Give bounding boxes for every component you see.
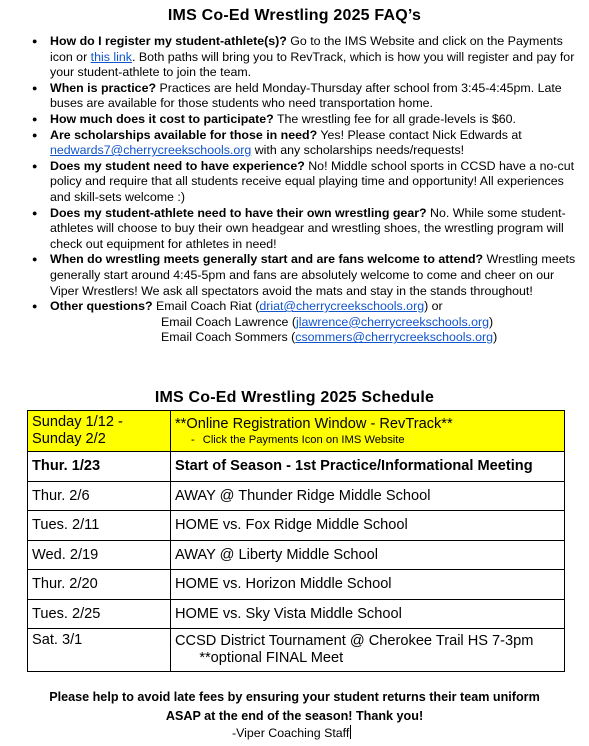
signature-text: -Viper Coaching Staff (232, 726, 350, 740)
faq-question: How do I register my student-athlete(s)? (50, 34, 287, 48)
faq-answer: Yes! Please contact Nick Edwards at (317, 127, 522, 142)
email-link-lawrence[interactable]: jlawrence@cherrycreekschools.org (295, 314, 489, 329)
schedule-title: IMS Co-Ed Wrestling 2025 Schedule (154, 389, 435, 406)
dash-bullet: - (191, 433, 195, 446)
contact-line-sommers (50, 330, 581, 346)
email-link-sommers[interactable]: csommers@cherrycreekschools.org (295, 330, 494, 345)
table-row (28, 540, 565, 570)
faq-answer: No! Middle school sports in CCSD have a no-cut policy and require that all students receive equal playing time and opportunity! All experiences and skill-sets welcome :) (50, 158, 575, 204)
contact-suffix: ) or (424, 299, 443, 314)
faq-answer: The wrestling fee for all grade-levels is $60. (273, 111, 516, 126)
faq-title: IMS Co-Ed Wrestling 2025 FAQ’s (167, 7, 422, 24)
scholarship-email-link[interactable]: nedwards7@cherrycreekschools.org (50, 143, 252, 158)
schedule-table (27, 410, 565, 672)
faq-list (26, 34, 581, 346)
event-cell: AWAY @ Liberty Middle School (171, 540, 565, 570)
faq-item-scholarships (26, 128, 581, 159)
contact-suffix: ) (493, 330, 498, 345)
date-cell: Sunday 1/12 - Sunday 2/2 (28, 411, 171, 452)
faq-question: Are scholarships available for those in need? (50, 127, 318, 142)
table-row (28, 481, 565, 511)
faq-answer: Wrestling meets generally start around 4:45-5pm and fans are absolutely welcome to come and cheer on our Viper Wrestlers! We ask all spectators avoid the mats and stay in the stands throughout! (50, 252, 576, 298)
event-subtext-label: Click the Payments Icon on IMS Website (202, 433, 405, 446)
event-text: **Online Registration Window - RevTrack** (175, 415, 453, 432)
date-cell: Thur. 1/23 (28, 452, 171, 482)
contact-prefix: Email Coach Lawrence ( (161, 314, 296, 329)
email-link-riat[interactable]: driat@cherrycreekschools.org (259, 299, 425, 314)
faq-item-register (26, 34, 581, 81)
contact-line-lawrence (50, 315, 581, 331)
faq-question: Does my student need to have experience? (50, 158, 305, 173)
faq-question: When is practice? (50, 80, 157, 95)
faq-item-other (26, 299, 581, 346)
event-cell: Start of Season - 1st Practice/Informational Meeting (171, 452, 565, 482)
date-cell: Tues. 2/11 (28, 511, 171, 541)
table-row (28, 511, 565, 541)
contact-prefix: Email Coach Riat ( (152, 299, 260, 314)
table-row (28, 570, 565, 600)
footer-note (0, 688, 589, 726)
faq-answer-cont: . Both paths will bring you to RevTrack, which is how you will register and pay for your student-athlete to join the team. (50, 49, 575, 80)
event-subtext (175, 433, 560, 447)
event-cell: HOME vs. Horizon Middle School (171, 570, 565, 600)
faq-question: Other questions? (50, 299, 153, 314)
footer-line-1: Please help to avoid late fees by ensuring your student returns their team uniform (49, 690, 540, 704)
event-cell: HOME vs. Sky Vista Middle School (171, 599, 565, 629)
faq-answer-cont: with any scholarships needs/requests! (251, 143, 465, 158)
footer-line-2: ASAP at the end of the season! Thank you! (165, 709, 424, 723)
faq-item-cost (26, 112, 581, 128)
contact-suffix: ) (489, 314, 494, 329)
signature (232, 725, 351, 740)
faq-item-practice (26, 81, 581, 112)
faq-question: Does my student-athlete need to have their own wrestling gear? (50, 205, 427, 220)
date-cell: Tues. 2/25 (28, 599, 171, 629)
faq-item-gear (26, 206, 581, 253)
date-cell: Wed. 2/19 (28, 540, 171, 570)
this-link[interactable]: this link (90, 49, 132, 64)
event-cell: CCSD District Tournament @ Cherokee Trail HS 7-3pm **optional FINAL Meet (171, 629, 565, 672)
faq-answer: Go to the IMS Website and click on the Payments icon or (50, 34, 563, 64)
text-cursor (350, 725, 351, 739)
faq-question: How much does it cost to participate? (50, 111, 274, 126)
faq-answer: Practices are held Monday-Thursday after school from 3:45-4:45pm. Late buses are available for those students who need transportation home. (50, 80, 562, 111)
table-row (28, 599, 565, 629)
faq-answer: No. While some student-athletes will choose to buy their own headgear and wrestling shoes, the wrestling program will check out equipment for athletes in need! (50, 205, 566, 251)
table-row (28, 629, 565, 672)
event-cell (171, 411, 565, 452)
table-row (28, 452, 565, 482)
contact-prefix: Email Coach Sommers ( (161, 330, 296, 345)
faq-item-experience (26, 159, 581, 206)
faq-item-meets (26, 252, 581, 299)
date-cell: Thur. 2/20 (28, 570, 171, 600)
event-cell: AWAY @ Thunder Ridge Middle School (171, 481, 565, 511)
faq-question: When do wrestling meets generally start and are fans welcome to attend? (50, 252, 484, 267)
date-cell: Thur. 2/6 (28, 481, 171, 511)
event-cell: HOME vs. Fox Ridge Middle School (171, 511, 565, 541)
table-row-registration (28, 411, 565, 452)
date-cell: Sat. 3/1 (28, 629, 171, 672)
